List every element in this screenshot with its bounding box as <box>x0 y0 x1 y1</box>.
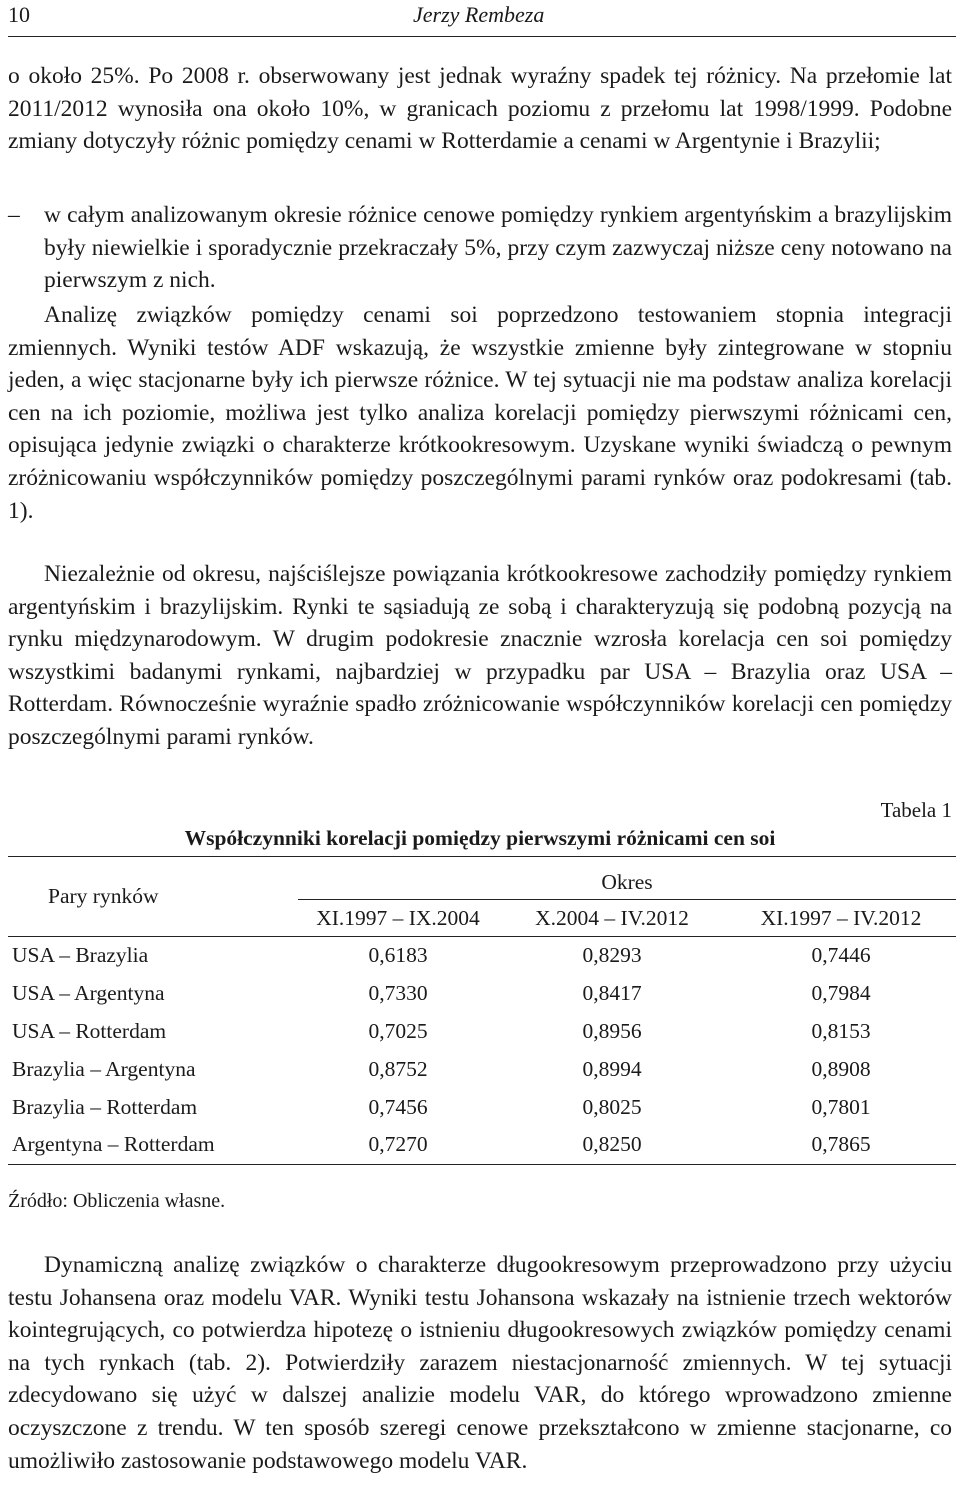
dash-bullet: – <box>8 202 20 228</box>
period-column-header: X.2004 – IV.2012 <box>535 905 689 930</box>
period-column-header: XI.1997 – IV.2012 <box>760 905 922 930</box>
table-label: Tabela 1 <box>880 798 952 822</box>
pairs-header: Pary rynków <box>8 857 298 937</box>
pair-cell: Brazylia – Argentyna <box>12 1056 196 1081</box>
dash-list-item-text: w całym analizowanym okresie różnice cenowe pomiędzy rynkiem argentyńskim a brazylijskim były niewielkie i sporadycznie przekraczały 5%, przy czym zazwyczaj niższe ceny notowano na pierwszym z nich. <box>44 202 952 294</box>
pair-cell: USA – Argentyna <box>12 981 165 1006</box>
value-cell: 0,7330 <box>368 981 428 1006</box>
value-cell: 0,8025 <box>582 1094 642 1119</box>
value-cell: 0,7865 <box>811 1132 871 1157</box>
value-cell: 0,8956 <box>582 1018 642 1043</box>
table-source: Źródło: Obliczenia własne. <box>8 1190 226 1212</box>
value-cell: 0,7984 <box>811 981 871 1006</box>
value-cell: 0,6183 <box>368 943 428 968</box>
page-number: 10 <box>8 2 30 27</box>
paragraph-johansen: Dynamiczną analizę związków o charakterze długookresowym przeprowadzono przy użyciu testu Johansena oraz modelu VAR. Wyniki testu Johansona wskazały na istnienie trzech wektorów kointegrujących, co potwierdza hipotezę o istnieniu długookresowych związków pomiędzy cenami na tych rynkach (tab. 2). Potwierdziły zarazem niestacjonarność zmiennych. W tej sytuacji zdecydowano się użyć w dalszej analizie modelu VAR, do którego wprowadzono zmienne oczyszczone z trendu. W ten sposób szeregi cenowe przekształcono w zmienne stacjonarne, co umożliwiło zastosowanie podstawowego modelu VAR. <box>8 1252 952 1474</box>
header-rule <box>8 36 956 37</box>
table-title: Współczynniki korelacji pomiędzy pierwszymi różnicami cen soi <box>184 826 776 850</box>
value-cell: 0,8417 <box>582 981 642 1006</box>
period-header: Okres <box>298 857 956 900</box>
paragraph-short-term: Niezależnie od okresu, najściślejsze powiązania krótkookresowe zachodziły pomiędzy rynkiem argentyńskim i brazylijskim. Rynki te sąsiadują ze sobą i charakteryzują się podobną pozycją na rynku międzynarodowym. W drugim podokresie znacznie wzrosła korelacja cen soi pomiędzy wszystkimi badanymi rynkami, najbardziej w przypadku par USA – Brazylia oraz USA – Rotterdam. Równocześnie wyraźnie spadło zróżnicowanie współczynników korelacji cen pomiędzy poszczególnymi parami rynków. <box>8 561 952 750</box>
paragraph-continuation: o około 25%. Po 2008 r. obserwowany jest jednak wyraźny spadek tej różnicy. Na przełomie lat 2011/2012 wynosiła ona około 10%, w granicach poziomu z przełomu lat 1998/1999. Podobne zmiany dotyczyły różnic pomiędzy cenami w Rotterdamie a cenami w Argentynie i Brazylii; <box>8 63 952 155</box>
pair-cell: USA – Brazylia <box>12 943 149 968</box>
dash-list-item <box>8 199 952 297</box>
table-row <box>8 1126 956 1164</box>
table-row <box>8 1050 956 1088</box>
value-cell: 0,7801 <box>811 1094 871 1119</box>
value-cell: 0,7025 <box>368 1018 428 1043</box>
table-row <box>8 937 956 975</box>
pair-cell: Argentyna – Rotterdam <box>12 1132 215 1157</box>
value-cell: 0,7446 <box>811 943 871 968</box>
running-head: Jerzy Rembeza <box>413 2 545 27</box>
pair-cell: USA – Rotterdam <box>12 1018 167 1043</box>
paragraph-adf: Analizę związków pomiędzy cenami soi poprzedzono testowaniem stopnia integracji zmiennych. Wyniki testów ADF wskazują, że wszystkie zmienne były zintegrowane w stopniu jeden, a więc stacjonarne były ich pierwsze różnice. W tej sytuacji nie ma podstaw analiza korelacji cen na ich poziomie, możliwa jest tylko analiza korelacji pomiędzy pierwszymi różnicami cen, opisująca jedynie związki o charakterze krótkookresowym. Uzyskane wyniki świadczą o pewnym zróżnicowaniu współczynników pomiędzy poszczególnymi parami rynków oraz podokresami (tab. 1). <box>8 302 952 524</box>
value-cell: 0,8752 <box>368 1056 428 1081</box>
value-cell: 0,8908 <box>811 1056 871 1081</box>
pair-cell: Brazylia – Rotterdam <box>12 1094 198 1119</box>
value-cell: 0,7456 <box>368 1094 428 1119</box>
value-cell: 0,8293 <box>582 943 642 968</box>
page-header <box>8 0 952 36</box>
period-column-header: XI.1997 – IX.2004 <box>316 905 480 930</box>
table-row <box>8 975 956 1013</box>
table-row <box>8 1013 956 1051</box>
value-cell: 0,8994 <box>582 1056 642 1081</box>
value-cell: 0,8153 <box>811 1018 871 1043</box>
value-cell: 0,7270 <box>368 1132 428 1157</box>
table-row <box>8 1088 956 1126</box>
value-cell: 0,8250 <box>582 1132 642 1157</box>
correlation-table <box>8 856 956 1165</box>
